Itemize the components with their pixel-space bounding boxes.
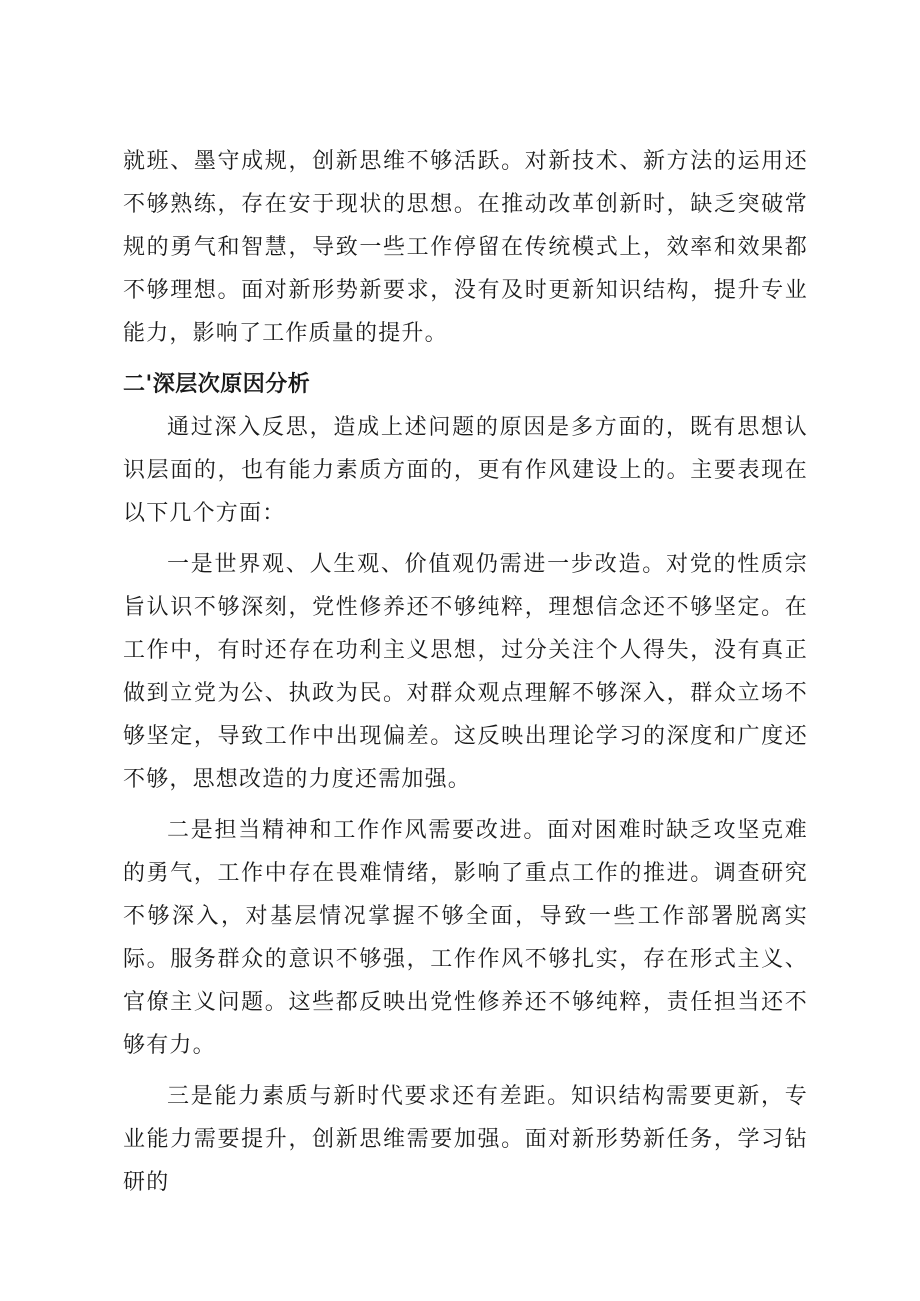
document-body [123,140,808,1204]
paragraph-overview: 通过深入反思，造成上述问题的原因是多方面的，既有思想认识层面的，也有能力素质方面的，更有作风建设上的。主要表现在以下几个方面： [123,415,808,526]
paragraph-point-one: 一是世界观、人生观、价值观仍需进一步改造。对党的性质宗旨认识不够深刻，党性修养还不够纯粹，理想信念还不够坚定。在工作中，有时还存在功利主义思想，过分关注个人得失，没有真正做到立党为公、执政为民。对群众观点理解不够深入，群众立场不够坚定，导致工作中出现偏差。这反映出理论学习的深度和广度还不够，思想改造的力度还需加强。 [123,552,808,792]
paragraph-point-two: 二是担当精神和工作作风需要改进。面对困难时缺乏攻坚克难的勇气，工作中存在畏难情绪，影响了重点工作的推进。调查研究不够深入，对基层情况掌握不够全面，导致一些工作部署脱离实际。服务群众的意识不够强，工作作风不够扎实，存在形式主义、官僚主义问题。这些都反映出党性修养还不够纯粹，责任担当还不够有力。 [123,818,808,1058]
section-heading-root-cause-analysis: 二'深层次原因分析 [123,372,311,397]
paragraph-point-three: 三是能力素质与新时代要求还有差距。知识结构需要更新，专业能力需要提升，创新思维需要加强。面对新形势新任务，学习钻研的 [123,1084,808,1195]
paragraph-continuation: 就班、墨守成规，创新思维不够活跃。对新技术、新方法的运用还不够熟练，存在安于现状的思想。在推动改革创新时，缺乏突破常规的勇气和智慧，导致一些工作停留在传统模式上，效率和效果都不够理想。面对新形势新要求，没有及时更新知识结构，提升专业能力，影响了工作质量的提升。 [123,149,808,346]
